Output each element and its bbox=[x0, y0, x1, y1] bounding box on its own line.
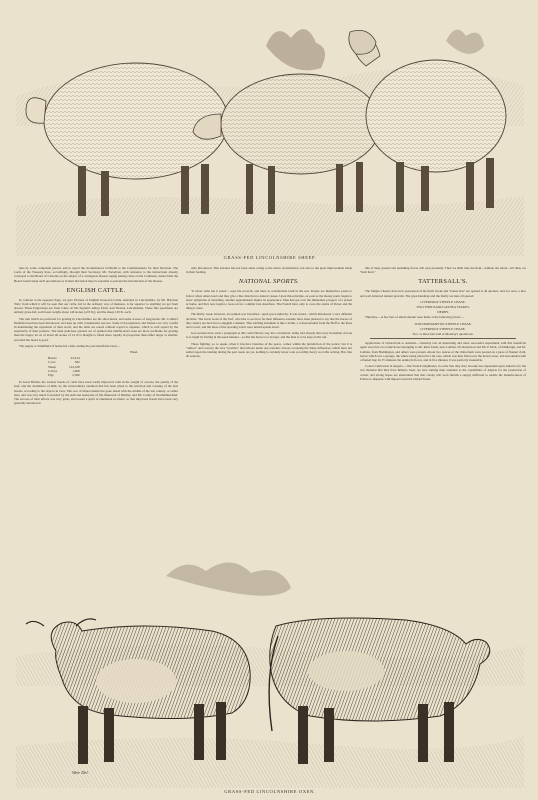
odds-title: WOLVERHAMPTON STEEPLE CHASE. bbox=[414, 321, 472, 326]
stat-label: Calves bbox=[48, 368, 57, 373]
col3-paragraph: The Simple Chasers have now possession of the field; books and "bonus bets" are opened to all quarters, and, for once, a nice and well-balanced market prevails. The great handicap and the Derby are here all quoted: bbox=[360, 289, 526, 298]
stat-value: 392 bbox=[74, 360, 80, 365]
col1-paragraph: The supply to Smithfield of home-fed cattle, during the past month has been:— bbox=[19, 343, 121, 348]
tattersalls-heading: TATTERSALL'S. bbox=[418, 278, 468, 286]
col2-paragraph: rally introduced. This advance has not been alone owing to the above circumstance, but also to the great improvement made in their feeding. bbox=[186, 266, 352, 275]
stat-label: Sheep bbox=[48, 364, 57, 369]
odds-title: TWO THOUSAND GUINEA STAKES. bbox=[416, 305, 470, 310]
artist-signature: Weir Del. bbox=[72, 770, 89, 775]
stat-value: 1,008 bbox=[72, 368, 80, 373]
col1-paragraph: In contrast to the opposite Page, we give Pictures of English Grass-fed Cattle, sketched in Lincolnshire, by Mr. Harrison Weir; from which it will be seen that our cattle, fed in the ordinary way of business, is far superior to anything we get from abroad. These Engravings are from Cattle on Mr. Ingram's Abbey Farm, near Boston, Lincolnshire. These fine specimens are entirely grass-fed; each beast weighs about 140 stones (of 8 lb.); and the sheep 120 lb. each. bbox=[14, 297, 178, 315]
stat-label: Beasts bbox=[48, 356, 57, 361]
sheep-right bbox=[349, 30, 506, 212]
sheep-illustration bbox=[16, 6, 524, 256]
stat-value: 2,306 bbox=[72, 373, 80, 378]
col3-paragraph: this of deep ground and punishing forces will pass presently. Then we shall take the field—without the blood—till then, we "hold hard." bbox=[360, 266, 526, 275]
stat-value: 124,328 bbox=[68, 364, 80, 369]
oxen-illustration bbox=[16, 556, 524, 788]
odds-title: DERBY. bbox=[437, 310, 449, 315]
col2-paragraph: The Derby week, however, an opinion was broached—upon good authority. It was stated—which introduced a very different doctrine. The Great Gods of the Turf, who like to see how far their influence extends, have been pleased to say that the horses of this country are bred in too sluggish a manner. This startling statement is like a bomb, a conversationist from the Hoff to the Rose and Crown, and the ideas of the sporting world were turned upside down. bbox=[186, 312, 352, 330]
col1-paragraph: The ram which are preferred for grazing in Lincolnshire are the short-horns, and some crosses of long-horns. Mr. Collins's Durham breed has been introduced, and kept up with considerable success. Some rich proprietors and farmers are very careful in maintaining the reputation of their stock; and the bulls are reared without regard to expense, which is well repaid by the superiority of their produce. The most judicious graziers are of opinion that middle-sized oxen are more profitable for grazing than the larger; an ox of about 40 stones of 14 lb is thought to fatten more rapidly in proportion than either larger or smaller, provided the breed is good. bbox=[14, 316, 178, 342]
col1-paragraph: In Great Britain, the various breeds of cattle have been vastly improved, both in the weight of carcase, the quality of the beef, and the abundance of milk, by the extraordinary attention that has been given to the selection and crossing of the best breeds, according to the objects in view. This sort of improvement has gone ahead with the middle of the last century, or rather later, and was very much forwarded by the skill and enterprise of Mr. Bakewell of Dishley, and Mr. Colley of Northumberland. The success of their efforts was very great, and roused a spirit of emulation in others; so that improved breeds have been very generally introduced. bbox=[14, 380, 178, 406]
col3-paragraph: Cotton Cultivation in Algeria.—Our French neighbours, in order that they may become less dependent upon America for the raw material that they have hitherto been, are now turning their attention to the capabilities of Algeria for the production of cotton; and strong hopes are entertained that that colony will soon furnish a supply sufficient to enable the manufacturers of France to dispense with imports from the United States. bbox=[360, 364, 526, 381]
national-sports-heading: NATIONAL SPORTS. bbox=[238, 278, 300, 286]
cattle-stats-table bbox=[42, 356, 86, 377]
odds-note: Two or three bets laid at Monday's quotations. bbox=[412, 332, 474, 337]
column-2 bbox=[186, 266, 352, 360]
divider bbox=[370, 338, 516, 339]
col3-paragraph: Thursday.—A few bets of small amount were made at the following prices:— bbox=[365, 315, 465, 320]
oxen-engraving bbox=[16, 556, 524, 796]
tree bbox=[266, 29, 325, 70]
column-1 bbox=[14, 266, 178, 407]
stat-value: 23,014 bbox=[70, 356, 80, 361]
col2-paragraph: These fighting, so to speak, when it involves branches of the peace, comes within the jurisdiction of the police; but it is "almost" and scarcely the very "positive" that labours under any restraint: always accepting the Sikey influences, which have not settled upon the training during the past week. As yet, nothing is certainly never rode so terribly heavy as at this writing. But, like all seasons, bbox=[186, 341, 352, 359]
col1-paragraph: ness by some competent person, and to report the circumstances forthwith to the Commissioners for their direction. The Lords of the Treasury have, accordingly, through their Secretary, Mr. Trevelyan, with reference to the instructions already conveyed to the Board of Customs on the subject of a contagious disease raging among cattle on the Continent, desired that the Board would adopt such precautions as in their discretion may be requisite to prevent the introduction of the disease. bbox=[14, 266, 178, 283]
column-3 bbox=[360, 266, 526, 383]
bottom-caption: GRASS-FED LINCOLNSHIRE OXEN. bbox=[224, 789, 316, 794]
english-cattle-heading: ENGLISH CATTLE. bbox=[66, 286, 126, 294]
tree bbox=[166, 562, 291, 595]
sheep-engraving bbox=[16, 6, 524, 263]
col3-paragraph: Application of Chloroform to Animals.—Saturday last an interesting and most successful experiment with this beneficial agent was tried on a lame horse belonging to Mr. Reid, Dean, near Lothian. Dr. Robertson and Mr. P. Dick, of Edinburgh, and Dr. Lothian, from Haddington, and others were present. About two ounces of the chloroform were poured on a piece of flannel cloth, below which was a sponge, the whole being placed in a tin case, which was then fitted over the horse's nose, and surrounded with a flannel bag. In 3½ minutes the animal fell over, and in five minutes it was perfectly insensible. bbox=[360, 341, 526, 363]
ox-right bbox=[269, 618, 490, 764]
table-row bbox=[42, 373, 86, 377]
col2-paragraph: "It never rains but it pours"—says the proverb; and there is considerable truth in the saw. People are themselves prone to follow when others lead; and they give a like direction to natural causes. Upon this principle, as soon as the money panic began to show symptoms of subsiding, another apprehension makes its appearance. Men had got over the immediate prospect of a prison at home, and they now begin to look out for a similar fate elsewhere. The French have only to cross the straits of Dover and the thing is done. bbox=[186, 289, 352, 311]
odds-title: LIVERPOOL STEEPLE CHASE. bbox=[420, 326, 466, 331]
odds-title: LIVERPOOL STEEPLE CHASE. bbox=[420, 299, 466, 304]
col2-paragraph: Gee-workers how such a paragraph as this could find its way into circulation, being told already that every horseman of note is to begin by betting in the usual manner—so that the horse is to be kept, and the man is to be kept on the run. bbox=[186, 331, 352, 340]
tree bbox=[446, 30, 484, 54]
stat-label: Cows bbox=[48, 360, 56, 365]
top-caption: GRASS-FED LINCOLNSHIRE SHEEP. bbox=[223, 255, 317, 260]
stats-header: Head. bbox=[130, 350, 138, 355]
stat-label: Pigs bbox=[48, 373, 54, 378]
